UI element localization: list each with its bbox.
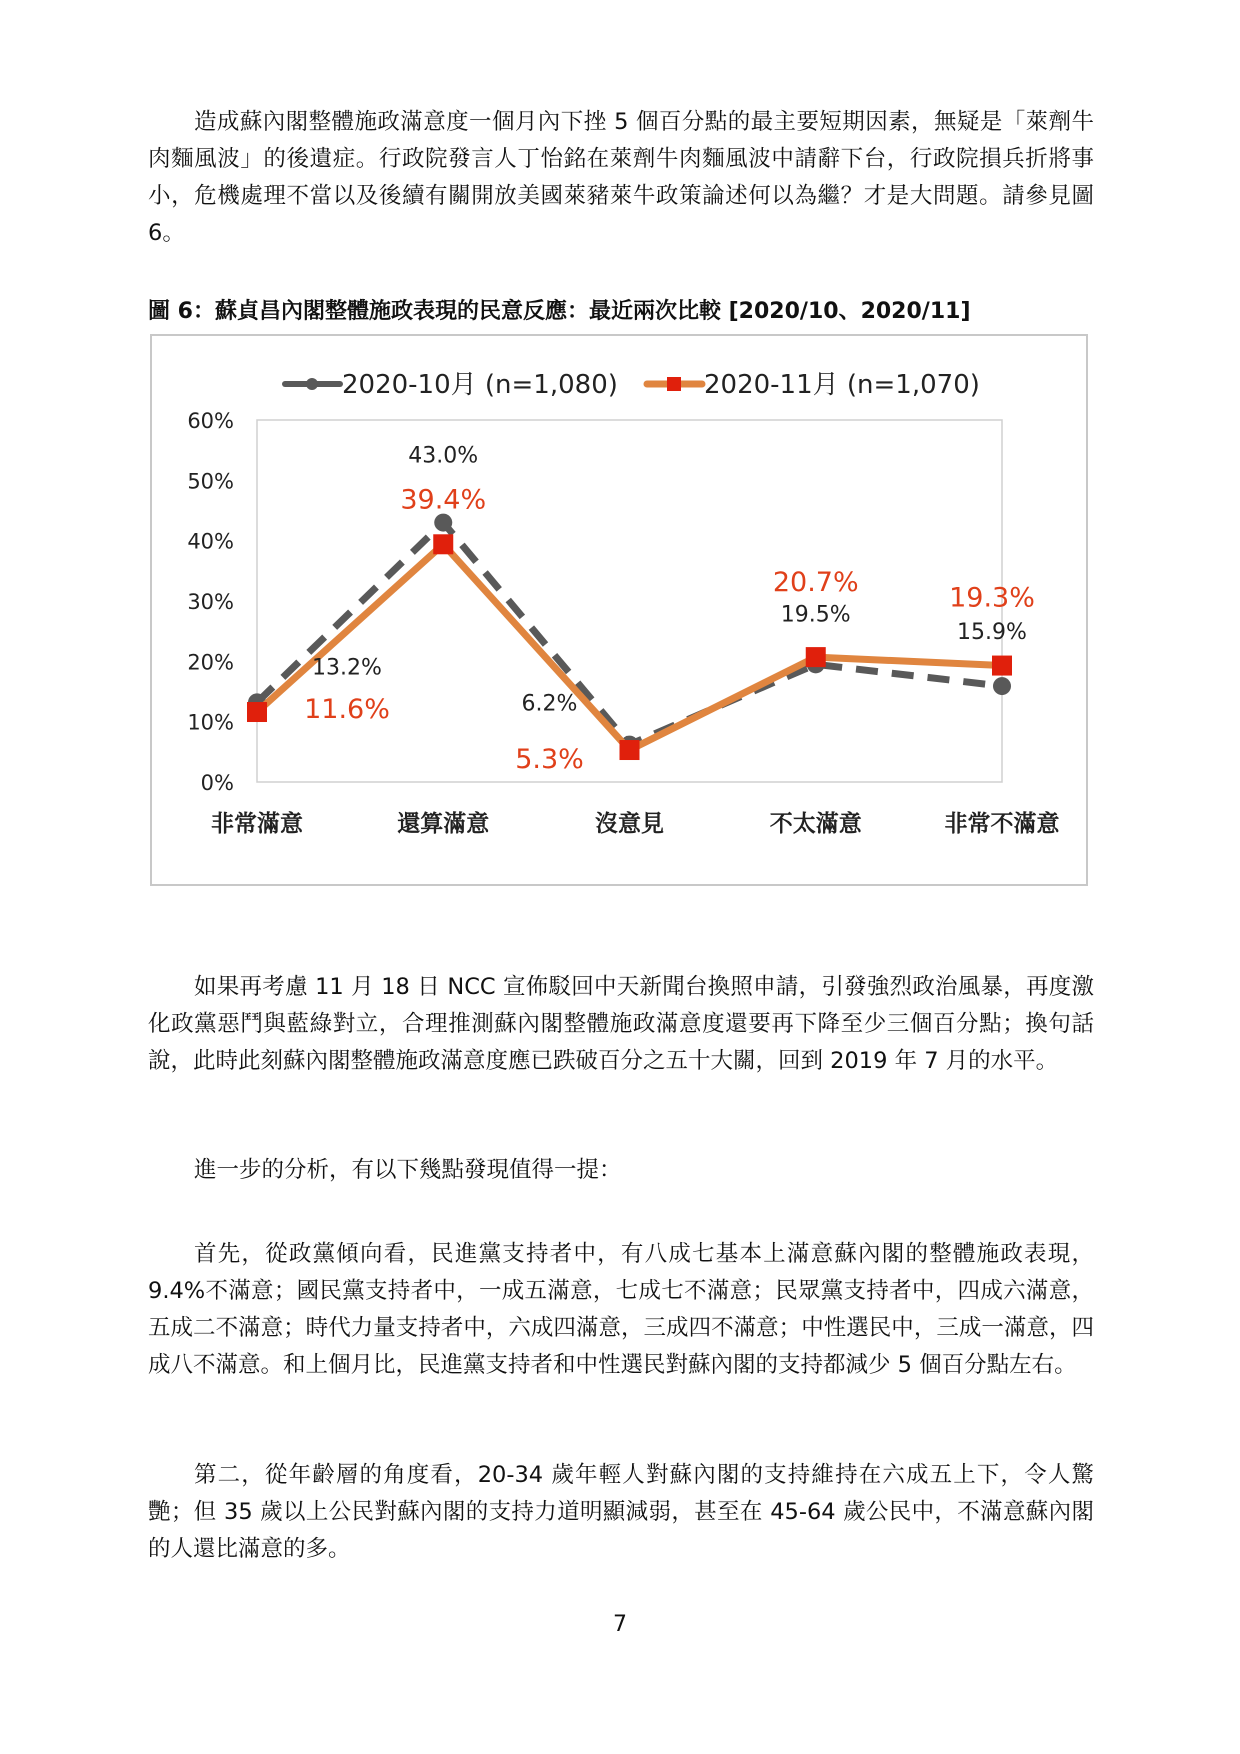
data-point-2020-11 — [620, 740, 640, 760]
data-label-2020-11: 20.7% — [772, 567, 859, 599]
data-label-2020-11: 5.3% — [515, 744, 584, 776]
y-tick-label: 10% — [187, 710, 234, 735]
y-tick-label: 60% — [187, 409, 234, 433]
x-tick-label: 不太滿意 — [769, 811, 862, 837]
page-number: 7 — [613, 1612, 627, 1637]
x-tick-label: 沒意見 — [595, 811, 664, 837]
legend-marker-2020-10 — [306, 378, 318, 390]
x-tick-label: 還算滿意 — [397, 811, 490, 837]
body-paragraph-2: 如果再考慮 11 月 18 日 NCC 宣佈駁回中天新聞台換照申請，引發強烈政治風暴，再度激化政黨惡鬥與藍綠對立，合理推測蘇內閣整體施政滿意度還要再下降至少三個百分點；換句話說，此時此刻蘇內閣整體施政滿意度應已跌破百分之五十大關，回到 2019 年 7 月的水平。 — [148, 974, 1094, 1074]
data-label-2020-10: 13.2% — [312, 655, 382, 681]
x-tick-label: 非常滿意 — [211, 811, 303, 837]
y-tick-label: 30% — [187, 590, 234, 614]
body-paragraph-3: 進一步的分析，有以下幾點發現值得一提： — [194, 1157, 622, 1183]
data-point-2020-10 — [993, 677, 1011, 695]
data-label-2020-11: 19.3% — [949, 582, 1035, 614]
legend-marker-2020-11 — [667, 377, 681, 391]
y-tick-label: 40% — [187, 529, 234, 554]
x-tick-label: 非常不滿意 — [944, 811, 1060, 837]
data-point-2020-11 — [247, 702, 267, 722]
y-tick-label: 0% — [200, 771, 234, 795]
legend-label-2020-11: 2020-11月 (n=1,070) — [704, 370, 980, 400]
body-paragraph-1: 造成蘇內閣整體施政滿意度一個月內下挫 5 個百分點的最主要短期因素，無疑是「萊劑牛肉麵風波」的後遺症。行政院發言人丁怡銘在萊劑牛肉麵風波中請辭下台，行政院損兵折將事小，危機處理不當以及後續有關開放美國萊豬萊牛政策論述何以為繼？才是大問題。請參見圖 6。 — [148, 109, 1094, 246]
data-point-2020-10 — [434, 514, 452, 532]
data-point-2020-11 — [806, 647, 826, 667]
data-label-2020-10: 15.9% — [957, 620, 1027, 646]
line-chart — [152, 336, 1086, 884]
data-label-2020-11: 11.6% — [304, 694, 390, 726]
body-paragraph-4: 首先，從政黨傾向看，民進黨支持者中，有八成七基本上滿意蘇內閣的整體施政表現，9.4%不滿意；國民黨支持者中，一成五滿意，七成七不滿意；民眾黨支持者中，四成六滿意，五成二不滿意；時代力量支持者中，六成四滿意，三成四不滿意；中性選民中，三成一滿意，四成八不滿意。和上個月比，民進黨支持者和中性選民對蘇內閣的支持都減少 5 個百分點左右。 — [148, 1241, 1094, 1378]
figure-caption: 圖 6：蘇貞昌內閣整體施政表現的民意反應：最近兩次比較 [2020/10、2020/11] — [148, 299, 971, 324]
y-tick-label: 50% — [187, 469, 234, 494]
chart-frame — [150, 334, 1088, 886]
data-label-2020-10: 43.0% — [408, 443, 479, 469]
body-paragraph-5: 第二，從年齡層的角度看，20-34 歲年輕人對蘇內閣的支持維持在六成五上下，令人驚艷；但 35 歲以上公民對蘇內閣的支持力道明顯減弱，甚至在 45-64 歲公民中，不滿意蘇內閣的人還比滿意的多。 — [148, 1462, 1094, 1562]
data-point-2020-11 — [433, 534, 453, 554]
data-label-2020-11: 39.4% — [400, 484, 487, 516]
data-label-2020-10: 19.5% — [780, 602, 851, 628]
y-tick-label: 20% — [187, 650, 234, 675]
data-point-2020-11 — [992, 656, 1012, 676]
plot-area — [257, 420, 1002, 782]
data-label-2020-10: 6.2% — [521, 691, 578, 717]
legend-label-2020-10: 2020-10月 (n=1,080) — [342, 370, 618, 400]
